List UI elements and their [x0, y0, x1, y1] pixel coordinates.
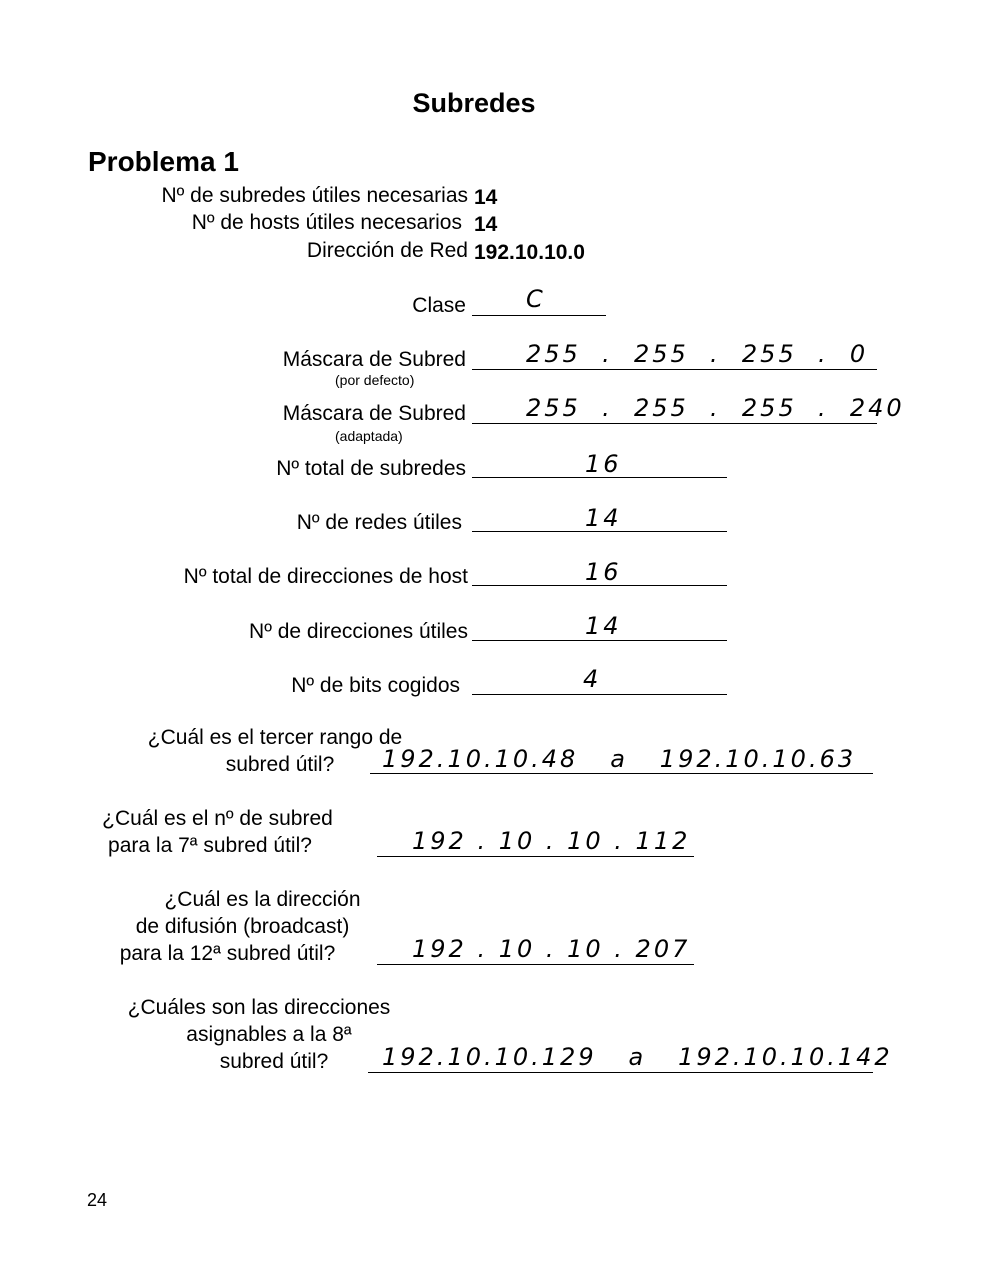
- mask-default-note: (por defecto): [335, 372, 415, 388]
- usable-nets-answer: 14: [585, 504, 622, 532]
- mask-default-answer: 255 . 255 . 255 . 0: [526, 340, 869, 368]
- given-hosts-value: 14: [474, 213, 498, 236]
- bits-answer-line[interactable]: [472, 694, 727, 695]
- bits-answer: 4: [583, 665, 602, 693]
- q2-answer: 192 . 10 . 10 . 112: [412, 827, 691, 855]
- given-subnets-value: 14: [474, 186, 498, 209]
- given-network-value: 192.10.10.0: [474, 241, 585, 264]
- class-answer: C: [526, 285, 546, 313]
- mask-default-label: Máscara de Subred: [282, 348, 466, 371]
- q4-answer: 192.10.10.129 a 192.10.10.142: [382, 1043, 893, 1071]
- question-broadcast: ¿Cuál es la dirección de difusión (broadcast) para la 12ª subred útil?: [119, 888, 361, 965]
- mask-custom-label: Máscara de Subred: [282, 402, 466, 425]
- given-subnets-label: Nº de subredes útiles necesarias: [161, 184, 468, 207]
- usable-addrs-answer: 14: [585, 612, 622, 640]
- class-answer-line[interactable]: [472, 315, 606, 316]
- question-third-range: ¿Cuál es el tercer rango de subred útil?: [147, 726, 403, 776]
- question-assignable: ¿Cuáles son las direcciones asignables a la 8ª subred útil?: [127, 996, 391, 1073]
- q3-answer: 192 . 10 . 10 . 207: [412, 935, 691, 963]
- usable-addrs-answer-line[interactable]: [472, 640, 727, 641]
- usable-nets-label: Nº de redes útiles: [296, 511, 462, 534]
- mask-custom-answer: 255 . 255 . 255 . 240: [526, 394, 905, 422]
- total-subnets-label: Nº total de subredes: [276, 457, 466, 480]
- usable-addrs-label: Nº de direcciones útiles: [249, 620, 468, 643]
- mask-custom-note: (adaptada): [335, 428, 403, 444]
- mask-custom-answer-line[interactable]: [472, 423, 877, 424]
- q4-answer-line[interactable]: [368, 1072, 873, 1073]
- total-hosts-answer: 16: [585, 558, 622, 586]
- given-hosts-label: Nº de hosts útiles necesarios: [191, 211, 462, 234]
- question-seventh-subnet: ¿Cuál es el nº de subred para la 7ª subred útil?: [102, 807, 333, 857]
- page-title: Subredes: [412, 88, 536, 118]
- total-subnets-answer: 16: [585, 450, 622, 478]
- q2-answer-line[interactable]: [377, 856, 694, 857]
- q1-answer-line[interactable]: [370, 773, 873, 774]
- total-hosts-label: Nº total de direcciones de host: [183, 565, 468, 588]
- problem-heading: Problema 1: [88, 146, 239, 177]
- bits-label: Nº de bits cogidos: [291, 674, 460, 697]
- q3-answer-line[interactable]: [377, 964, 694, 965]
- mask-default-answer-line[interactable]: [472, 369, 877, 370]
- class-label: Clase: [412, 294, 466, 317]
- q1-answer: 192.10.10.48 a 192.10.10.63: [382, 745, 857, 773]
- page-number: 24: [87, 1190, 108, 1210]
- given-network-label: Dirección de Red: [306, 239, 468, 262]
